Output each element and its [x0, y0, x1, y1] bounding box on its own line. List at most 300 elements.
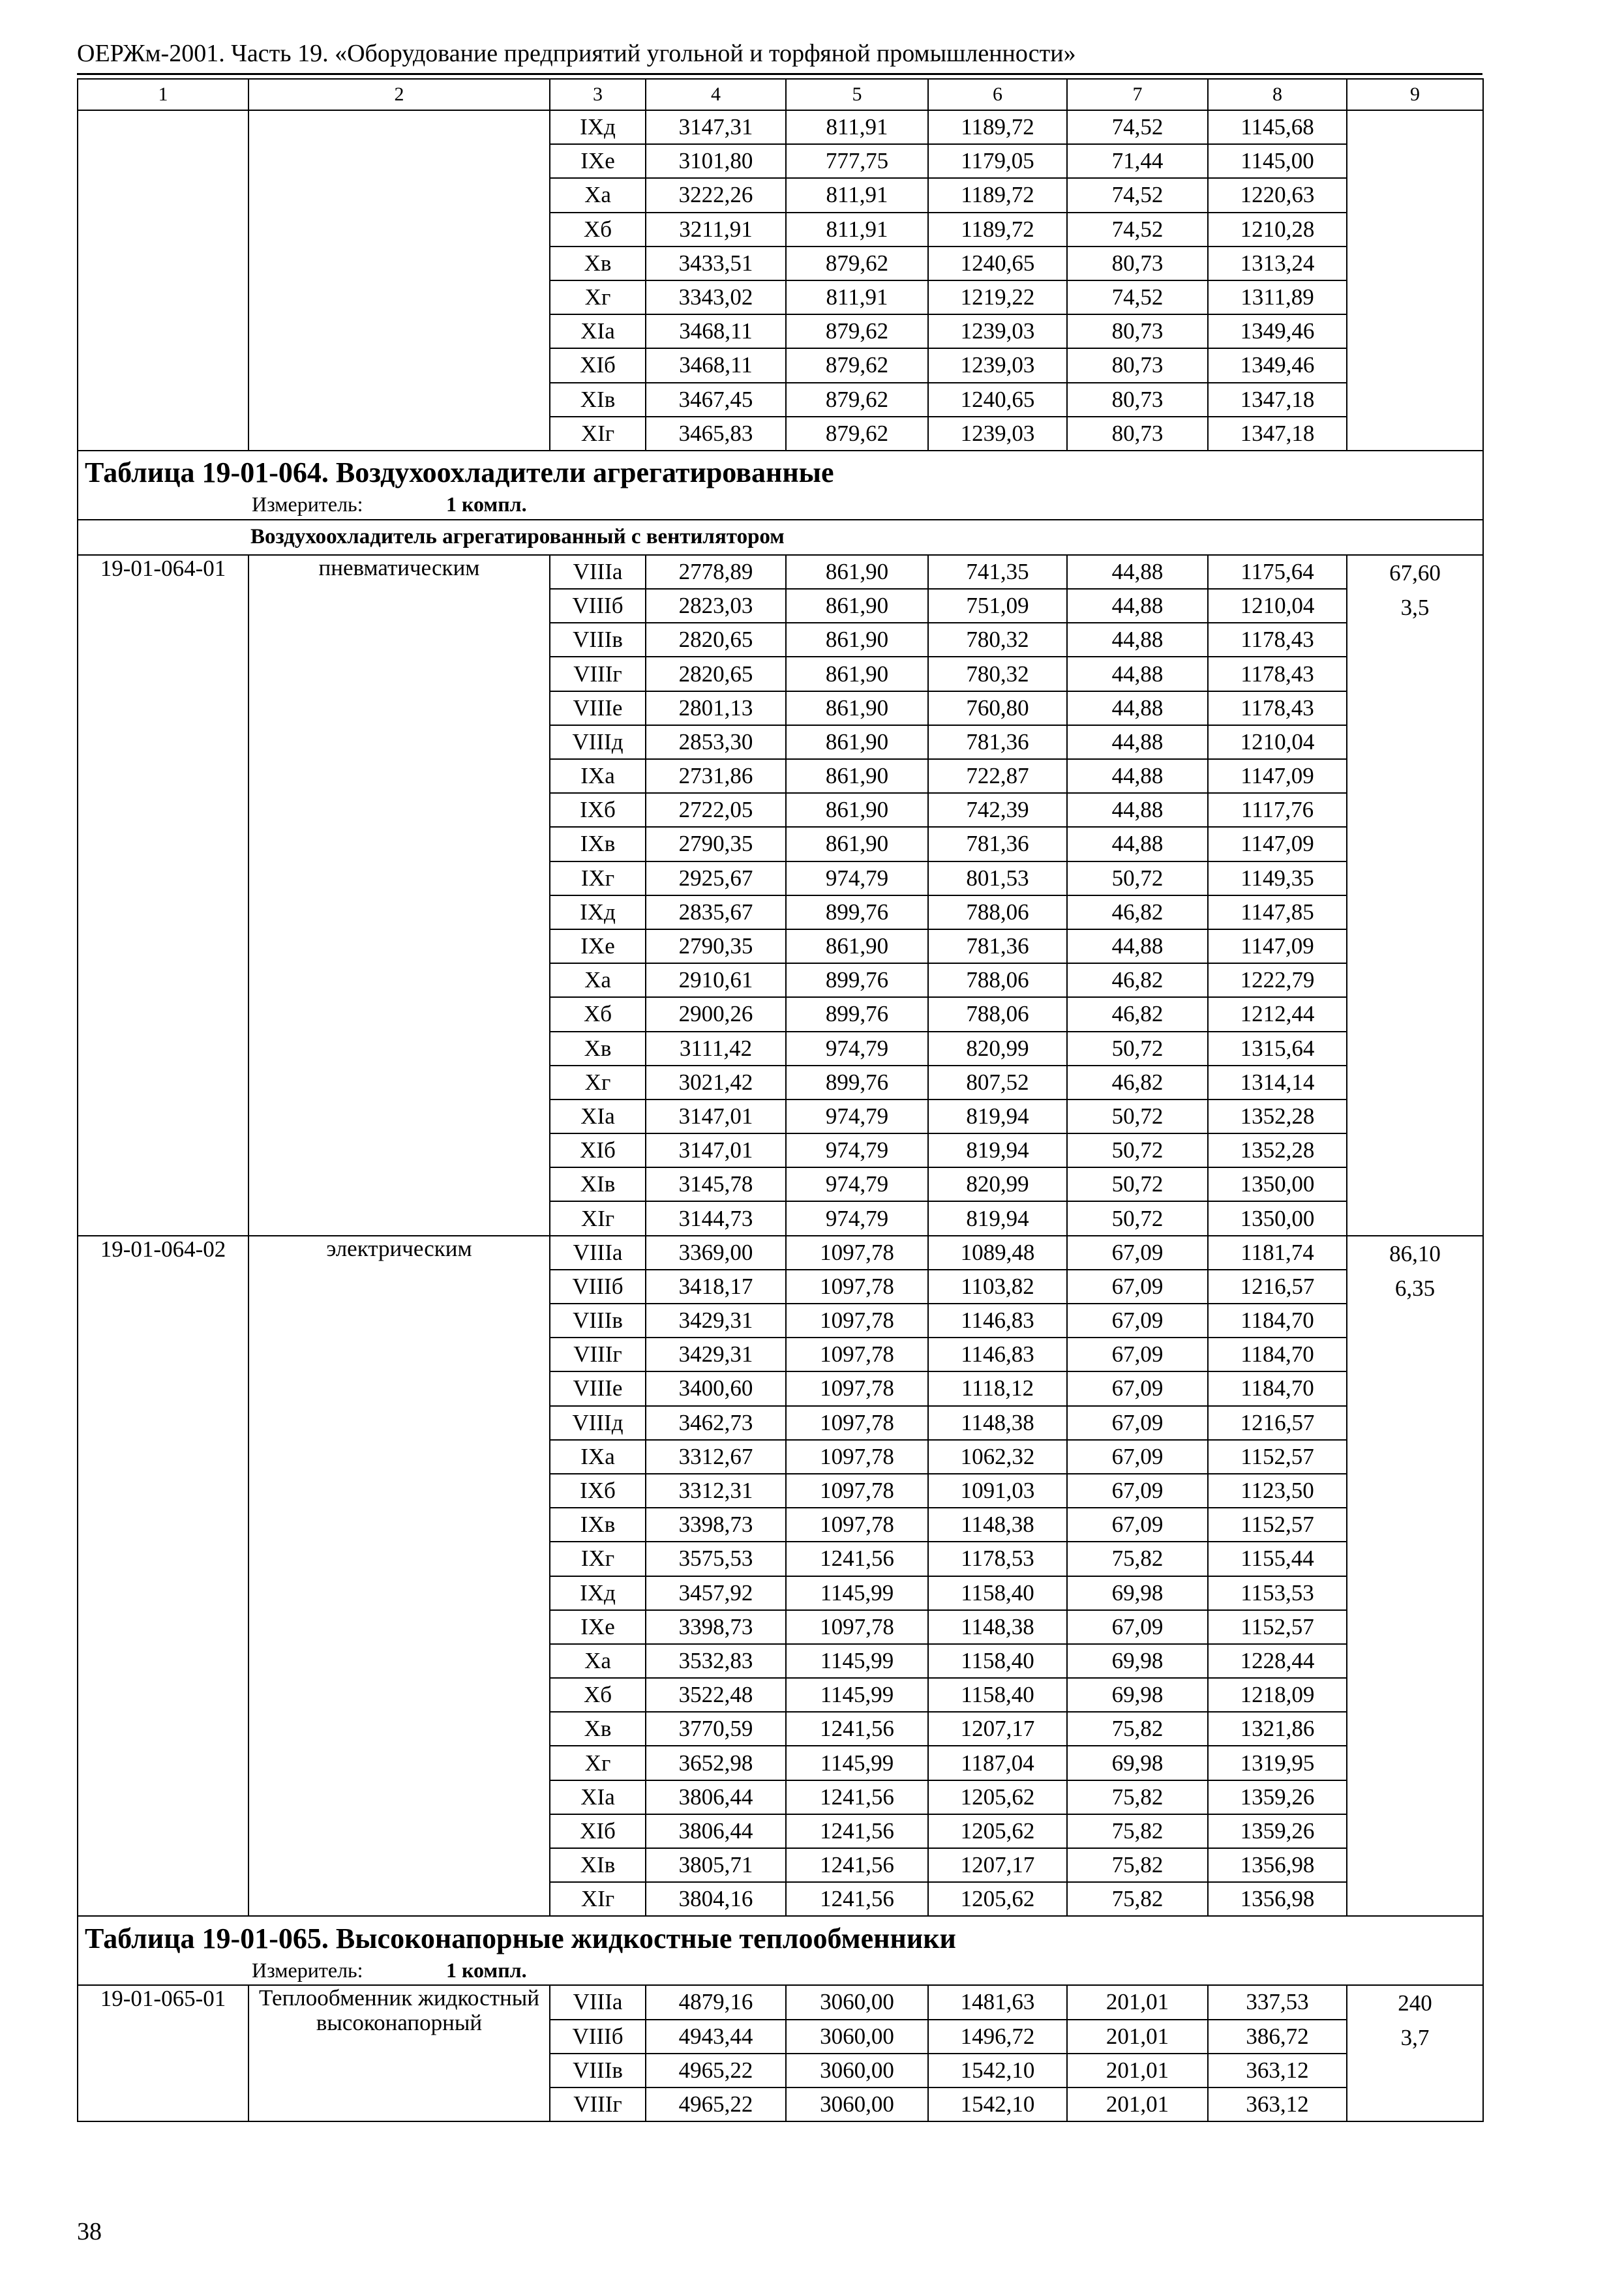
value-cell: 3804,16 [646, 1882, 786, 1916]
item-name [248, 110, 550, 451]
region-cell: XIв [550, 1848, 646, 1882]
value-cell: 820,99 [928, 1167, 1067, 1201]
column-number: 2 [248, 79, 550, 110]
value-cell: 777,75 [786, 144, 928, 178]
value-cell: 3457,92 [646, 1576, 786, 1610]
value-cell: 1148,38 [928, 1406, 1067, 1440]
value-cell: 1189,72 [928, 213, 1067, 247]
value-cell: 899,76 [786, 1066, 928, 1100]
value-cell: 1350,00 [1208, 1201, 1347, 1235]
value-cell: 1147,09 [1208, 929, 1347, 963]
value-cell: 861,90 [786, 555, 928, 589]
value-cell: 3652,98 [646, 1746, 786, 1780]
value-cell: 4965,22 [646, 2087, 786, 2121]
value-cell: 69,98 [1067, 1576, 1208, 1610]
region-cell: XIб [550, 348, 646, 382]
value-cell: 879,62 [786, 383, 928, 417]
value-cell: 2900,26 [646, 997, 786, 1031]
item-name: пневматическим [248, 555, 550, 1236]
table-row [78, 555, 1483, 589]
value-cell: 1315,64 [1208, 1032, 1347, 1066]
value-cell: 2790,35 [646, 929, 786, 963]
measure-value: 1 компл. [446, 1958, 527, 1982]
region-cell: Xа [550, 178, 646, 212]
value-cell: 74,52 [1067, 178, 1208, 212]
value-cell: 1481,63 [928, 1985, 1067, 2019]
value-cell: 1239,03 [928, 314, 1067, 348]
value-cell: 3465,83 [646, 417, 786, 451]
value-cell: 1359,26 [1208, 1814, 1347, 1848]
table-title-row [78, 1916, 1483, 1956]
value-cell: 1184,70 [1208, 1338, 1347, 1371]
value-cell: 46,82 [1067, 963, 1208, 997]
value-cell: 1097,78 [786, 1440, 928, 1474]
value-cell: 44,88 [1067, 657, 1208, 691]
value-cell: 1117,76 [1208, 793, 1347, 827]
value-cell: 1205,62 [928, 1780, 1067, 1814]
column-number-row [78, 79, 1483, 110]
item-code [78, 110, 248, 451]
value-cell: 1210,04 [1208, 725, 1347, 759]
value-cell: 2823,03 [646, 589, 786, 623]
value-cell: 1158,40 [928, 1644, 1067, 1678]
value-cell: 1158,40 [928, 1576, 1067, 1610]
value-cell: 69,98 [1067, 1644, 1208, 1678]
value-cell: 74,52 [1067, 110, 1208, 144]
region-cell: IXв [550, 827, 646, 861]
value-cell: 861,90 [786, 929, 928, 963]
value-cell: 3467,45 [646, 383, 786, 417]
value-cell: 1222,79 [1208, 963, 1347, 997]
value-cell: 80,73 [1067, 348, 1208, 382]
region-cell: Xв [550, 1712, 646, 1746]
value-cell: 1123,50 [1208, 1474, 1347, 1508]
value-cell: 75,82 [1067, 1542, 1208, 1576]
value-cell: 201,01 [1067, 2020, 1208, 2054]
region-cell: IXг [550, 861, 646, 895]
value-cell: 1145,99 [786, 1576, 928, 1610]
value-cell: 1207,17 [928, 1848, 1067, 1882]
value-cell: 80,73 [1067, 383, 1208, 417]
value-cell: 1145,99 [786, 1746, 928, 1780]
value-cell: 1091,03 [928, 1474, 1067, 1508]
value-cell: 1210,28 [1208, 213, 1347, 247]
value-cell: 1241,56 [786, 1848, 928, 1882]
region-cell: Xб [550, 1678, 646, 1712]
item-notes [1347, 1985, 1483, 2121]
value-cell: 1089,48 [928, 1236, 1067, 1270]
column-number: 9 [1347, 79, 1483, 110]
value-cell: 3060,00 [786, 2087, 928, 2121]
value-cell: 879,62 [786, 417, 928, 451]
table-row [78, 1985, 1483, 2019]
value-cell: 3021,42 [646, 1066, 786, 1100]
region-cell: IXв [550, 1508, 646, 1542]
value-cell: 1103,82 [928, 1270, 1067, 1304]
value-cell: 1542,10 [928, 2087, 1067, 2121]
value-cell: 879,62 [786, 314, 928, 348]
value-cell: 3222,26 [646, 178, 786, 212]
value-cell: 1239,03 [928, 348, 1067, 382]
value-cell: 3312,67 [646, 1440, 786, 1474]
region-cell: Xг [550, 1066, 646, 1100]
value-cell: 974,79 [786, 1032, 928, 1066]
region-cell: VIIIа [550, 555, 646, 589]
value-cell: 861,90 [786, 793, 928, 827]
value-cell: 1158,40 [928, 1678, 1067, 1712]
value-cell: 4943,44 [646, 2020, 786, 2054]
value-cell: 1146,83 [928, 1338, 1067, 1371]
value-cell: 1145,99 [786, 1678, 928, 1712]
region-cell: VIIIб [550, 1270, 646, 1304]
region-cell: Xа [550, 963, 646, 997]
column-number: 4 [646, 79, 786, 110]
region-cell: IXг [550, 1542, 646, 1576]
measure-value: 1 компл. [446, 492, 527, 516]
value-cell: 67,09 [1067, 1508, 1208, 1542]
column-number: 7 [1067, 79, 1208, 110]
value-cell: 74,52 [1067, 280, 1208, 314]
region-cell: Xа [550, 1644, 646, 1678]
subheader-text: Воздухоохладитель агрегатированный с вентилятором [250, 525, 785, 549]
value-cell: 1118,12 [928, 1371, 1067, 1405]
value-cell: 3429,31 [646, 1304, 786, 1338]
item-code: 19-01-065-01 [78, 1985, 248, 2121]
value-cell: 3147,31 [646, 110, 786, 144]
value-cell: 4879,16 [646, 1985, 786, 2019]
value-cell: 1148,38 [928, 1610, 1067, 1644]
value-cell: 67,09 [1067, 1270, 1208, 1304]
value-cell: 1147,09 [1208, 759, 1347, 793]
value-cell: 1319,95 [1208, 1746, 1347, 1780]
region-cell: VIIIе [550, 1371, 646, 1405]
value-cell: 781,36 [928, 827, 1067, 861]
value-cell: 2731,86 [646, 759, 786, 793]
page-number: 38 [77, 2218, 102, 2245]
value-cell: 1148,38 [928, 1508, 1067, 1542]
value-cell: 201,01 [1067, 2054, 1208, 2087]
value-cell: 2910,61 [646, 963, 786, 997]
value-cell: 50,72 [1067, 1032, 1208, 1066]
value-cell: 1062,32 [928, 1440, 1067, 1474]
value-cell: 1356,98 [1208, 1848, 1347, 1882]
value-cell: 2778,89 [646, 555, 786, 589]
value-cell: 1146,83 [928, 1304, 1067, 1338]
value-cell: 781,36 [928, 929, 1067, 963]
value-cell: 861,90 [786, 827, 928, 861]
item-name: Теплообменник жидкостный высоконапорный [248, 1985, 550, 2121]
region-cell: VIIIб [550, 2020, 646, 2054]
price-table [77, 78, 1484, 2122]
value-cell: 879,62 [786, 348, 928, 382]
region-cell: XIг [550, 1201, 646, 1235]
value-cell: 44,88 [1067, 759, 1208, 793]
value-cell: 1216,57 [1208, 1270, 1347, 1304]
value-cell: 879,62 [786, 247, 928, 280]
region-cell: VIIIв [550, 1304, 646, 1338]
column-number: 1 [78, 79, 248, 110]
value-cell: 819,94 [928, 1201, 1067, 1235]
region-cell: XIг [550, 417, 646, 451]
value-cell: 1149,35 [1208, 861, 1347, 895]
value-cell: 788,06 [928, 963, 1067, 997]
value-cell: 861,90 [786, 657, 928, 691]
value-cell: 1349,46 [1208, 314, 1347, 348]
value-cell: 75,82 [1067, 1848, 1208, 1882]
value-cell: 899,76 [786, 963, 928, 997]
value-cell: 44,88 [1067, 793, 1208, 827]
header-rule [77, 73, 1482, 75]
value-cell: 67,09 [1067, 1371, 1208, 1405]
value-cell: 67,09 [1067, 1406, 1208, 1440]
value-cell: 1241,56 [786, 1882, 928, 1916]
value-cell: 1205,62 [928, 1882, 1067, 1916]
value-cell: 1219,22 [928, 280, 1067, 314]
value-cell: 861,90 [786, 589, 928, 623]
value-cell: 363,12 [1208, 2054, 1347, 2087]
value-cell: 3060,00 [786, 2054, 928, 2087]
value-cell: 44,88 [1067, 555, 1208, 589]
note-value: 3,7 [1400, 2025, 1430, 2051]
value-cell: 69,98 [1067, 1746, 1208, 1780]
value-cell: 44,88 [1067, 725, 1208, 759]
value-cell: 780,32 [928, 657, 1067, 691]
value-cell: 3522,48 [646, 1678, 786, 1712]
value-cell: 780,32 [928, 623, 1067, 657]
value-cell: 44,88 [1067, 827, 1208, 861]
value-cell: 1228,44 [1208, 1644, 1347, 1678]
value-cell: 1097,78 [786, 1304, 928, 1338]
value-cell: 71,44 [1067, 144, 1208, 178]
region-cell: VIIIг [550, 657, 646, 691]
value-cell: 3806,44 [646, 1780, 786, 1814]
value-cell: 1220,63 [1208, 178, 1347, 212]
value-cell: 2853,30 [646, 725, 786, 759]
value-cell: 974,79 [786, 861, 928, 895]
value-cell: 861,90 [786, 759, 928, 793]
region-cell: IXе [550, 144, 646, 178]
value-cell: 974,79 [786, 1133, 928, 1167]
value-cell: 3468,11 [646, 348, 786, 382]
value-cell: 1147,09 [1208, 827, 1347, 861]
value-cell: 1145,00 [1208, 144, 1347, 178]
region-cell: XIб [550, 1814, 646, 1848]
value-cell: 80,73 [1067, 314, 1208, 348]
measure-label: Измеритель: [252, 492, 363, 516]
subheader-row [78, 520, 1483, 555]
value-cell: 1314,14 [1208, 1066, 1347, 1100]
value-cell: 3462,73 [646, 1406, 786, 1440]
value-cell: 1241,56 [786, 1712, 928, 1746]
value-cell: 1097,78 [786, 1406, 928, 1440]
value-cell: 1145,99 [786, 1644, 928, 1678]
value-cell: 1241,56 [786, 1542, 928, 1576]
value-cell: 1210,04 [1208, 589, 1347, 623]
value-cell: 1205,62 [928, 1814, 1067, 1848]
value-cell: 1153,53 [1208, 1576, 1347, 1610]
value-cell: 3429,31 [646, 1338, 786, 1371]
note-value: 86,10 [1389, 1240, 1441, 1266]
region-cell: Xг [550, 1746, 646, 1780]
region-cell: XIб [550, 1133, 646, 1167]
region-cell: IXд [550, 895, 646, 929]
value-cell: 1097,78 [786, 1371, 928, 1405]
value-cell: 201,01 [1067, 1985, 1208, 2019]
value-cell: 3145,78 [646, 1167, 786, 1201]
value-cell: 4965,22 [646, 2054, 786, 2087]
value-cell: 899,76 [786, 895, 928, 929]
value-cell: 741,35 [928, 555, 1067, 589]
value-cell: 1097,78 [786, 1508, 928, 1542]
value-cell: 67,09 [1067, 1474, 1208, 1508]
region-cell: Xб [550, 213, 646, 247]
value-cell: 3060,00 [786, 2020, 928, 2054]
value-cell: 1152,57 [1208, 1610, 1347, 1644]
value-cell: 67,09 [1067, 1610, 1208, 1644]
region-cell: IXа [550, 759, 646, 793]
value-cell: 3575,53 [646, 1542, 786, 1576]
value-cell: 974,79 [786, 1100, 928, 1133]
value-cell: 3060,00 [786, 1985, 928, 2019]
item-notes [1347, 1236, 1483, 1917]
value-cell: 1097,78 [786, 1610, 928, 1644]
measure-row [78, 1956, 1483, 1985]
value-cell: 1352,28 [1208, 1100, 1347, 1133]
item-code: 19-01-064-02 [78, 1236, 248, 1917]
value-cell: 67,09 [1067, 1338, 1208, 1371]
value-cell: 67,09 [1067, 1236, 1208, 1270]
value-cell: 2835,67 [646, 895, 786, 929]
region-cell: VIIIв [550, 623, 646, 657]
value-cell: 1189,72 [928, 178, 1067, 212]
value-cell: 1179,05 [928, 144, 1067, 178]
value-cell: 861,90 [786, 725, 928, 759]
value-cell: 974,79 [786, 1167, 928, 1201]
value-cell: 1145,68 [1208, 110, 1347, 144]
measure-row [78, 490, 1483, 520]
value-cell: 3312,31 [646, 1474, 786, 1508]
value-cell: 1216,57 [1208, 1406, 1347, 1440]
value-cell: 67,09 [1067, 1440, 1208, 1474]
value-cell: 811,91 [786, 178, 928, 212]
value-cell: 1178,43 [1208, 623, 1347, 657]
region-cell: XIа [550, 1100, 646, 1133]
table-title-row [78, 451, 1483, 490]
region-cell: VIIIа [550, 1236, 646, 1270]
value-cell: 788,06 [928, 895, 1067, 929]
value-cell: 1311,89 [1208, 280, 1347, 314]
value-cell: 2820,65 [646, 623, 786, 657]
value-cell: 1239,03 [928, 417, 1067, 451]
note-value: 6,35 [1394, 1275, 1436, 1301]
value-cell: 742,39 [928, 793, 1067, 827]
value-cell: 1097,78 [786, 1236, 928, 1270]
region-cell: IXд [550, 110, 646, 144]
region-cell: XIв [550, 383, 646, 417]
region-cell: VIIIг [550, 1338, 646, 1371]
value-cell: 3433,51 [646, 247, 786, 280]
value-cell: 1175,64 [1208, 555, 1347, 589]
value-cell: 75,82 [1067, 1882, 1208, 1916]
value-cell: 1152,57 [1208, 1508, 1347, 1542]
value-cell: 363,12 [1208, 2087, 1347, 2121]
region-cell: IXе [550, 1610, 646, 1644]
value-cell: 50,72 [1067, 861, 1208, 895]
value-cell: 1097,78 [786, 1474, 928, 1508]
item-name: электрическим [248, 1236, 550, 1917]
value-cell: 819,94 [928, 1133, 1067, 1167]
note-value: 3,5 [1400, 594, 1430, 620]
region-cell: XIа [550, 314, 646, 348]
value-cell: 974,79 [786, 1201, 928, 1235]
value-cell: 67,09 [1067, 1304, 1208, 1338]
subheader [78, 520, 1483, 555]
value-cell: 50,72 [1067, 1100, 1208, 1133]
region-cell: VIIIд [550, 725, 646, 759]
value-cell: 1178,43 [1208, 657, 1347, 691]
region-cell: IXе [550, 929, 646, 963]
value-cell: 50,72 [1067, 1201, 1208, 1235]
value-cell: 1218,09 [1208, 1678, 1347, 1712]
value-cell: 386,72 [1208, 2020, 1347, 2054]
page-header: ОЕРЖм-2001. Часть 19. «Оборудование предприятий угольной и торфяной промышленности» [77, 40, 1076, 67]
value-cell: 2925,67 [646, 861, 786, 895]
region-cell: Xв [550, 247, 646, 280]
value-cell: 3398,73 [646, 1508, 786, 1542]
value-cell: 3211,91 [646, 213, 786, 247]
value-cell: 1155,44 [1208, 1542, 1347, 1576]
region-cell: VIIIб [550, 589, 646, 623]
value-cell: 69,98 [1067, 1678, 1208, 1712]
value-cell: 3805,71 [646, 1848, 786, 1882]
region-cell: XIа [550, 1780, 646, 1814]
value-cell: 1097,78 [786, 1338, 928, 1371]
column-number: 6 [928, 79, 1067, 110]
value-cell: 201,01 [1067, 2087, 1208, 2121]
region-cell: IXа [550, 1440, 646, 1474]
value-cell: 3343,02 [646, 280, 786, 314]
value-cell: 807,52 [928, 1066, 1067, 1100]
value-cell: 820,99 [928, 1032, 1067, 1066]
value-cell: 1181,74 [1208, 1236, 1347, 1270]
item-code: 19-01-064-01 [78, 555, 248, 1236]
value-cell: 3770,59 [646, 1712, 786, 1746]
value-cell: 3369,00 [646, 1236, 786, 1270]
value-cell: 74,52 [1067, 213, 1208, 247]
region-cell: VIIIа [550, 1985, 646, 2019]
value-cell: 1152,57 [1208, 1440, 1347, 1474]
table-title: Таблица 19-01-064. Воздухоохладители агрегатированные [78, 451, 1483, 490]
value-cell: 1241,56 [786, 1814, 928, 1848]
note-value: 67,60 [1389, 560, 1441, 586]
value-cell: 75,82 [1067, 1780, 1208, 1814]
note-value: 240 [1398, 1990, 1432, 2016]
column-number: 8 [1208, 79, 1347, 110]
table-title: Таблица 19-01-065. Высоконапорные жидкостные теплообменники [78, 1916, 1483, 1956]
value-cell: 1313,24 [1208, 247, 1347, 280]
value-cell: 781,36 [928, 725, 1067, 759]
column-number: 5 [786, 79, 928, 110]
value-cell: 1187,04 [928, 1746, 1067, 1780]
region-cell: IXд [550, 1576, 646, 1610]
item-notes [1347, 110, 1483, 451]
value-cell: 1352,28 [1208, 1133, 1347, 1167]
value-cell: 2801,13 [646, 691, 786, 725]
value-cell: 1178,43 [1208, 691, 1347, 725]
value-cell: 861,90 [786, 691, 928, 725]
value-cell: 46,82 [1067, 1066, 1208, 1100]
region-cell: VIIIг [550, 2087, 646, 2121]
